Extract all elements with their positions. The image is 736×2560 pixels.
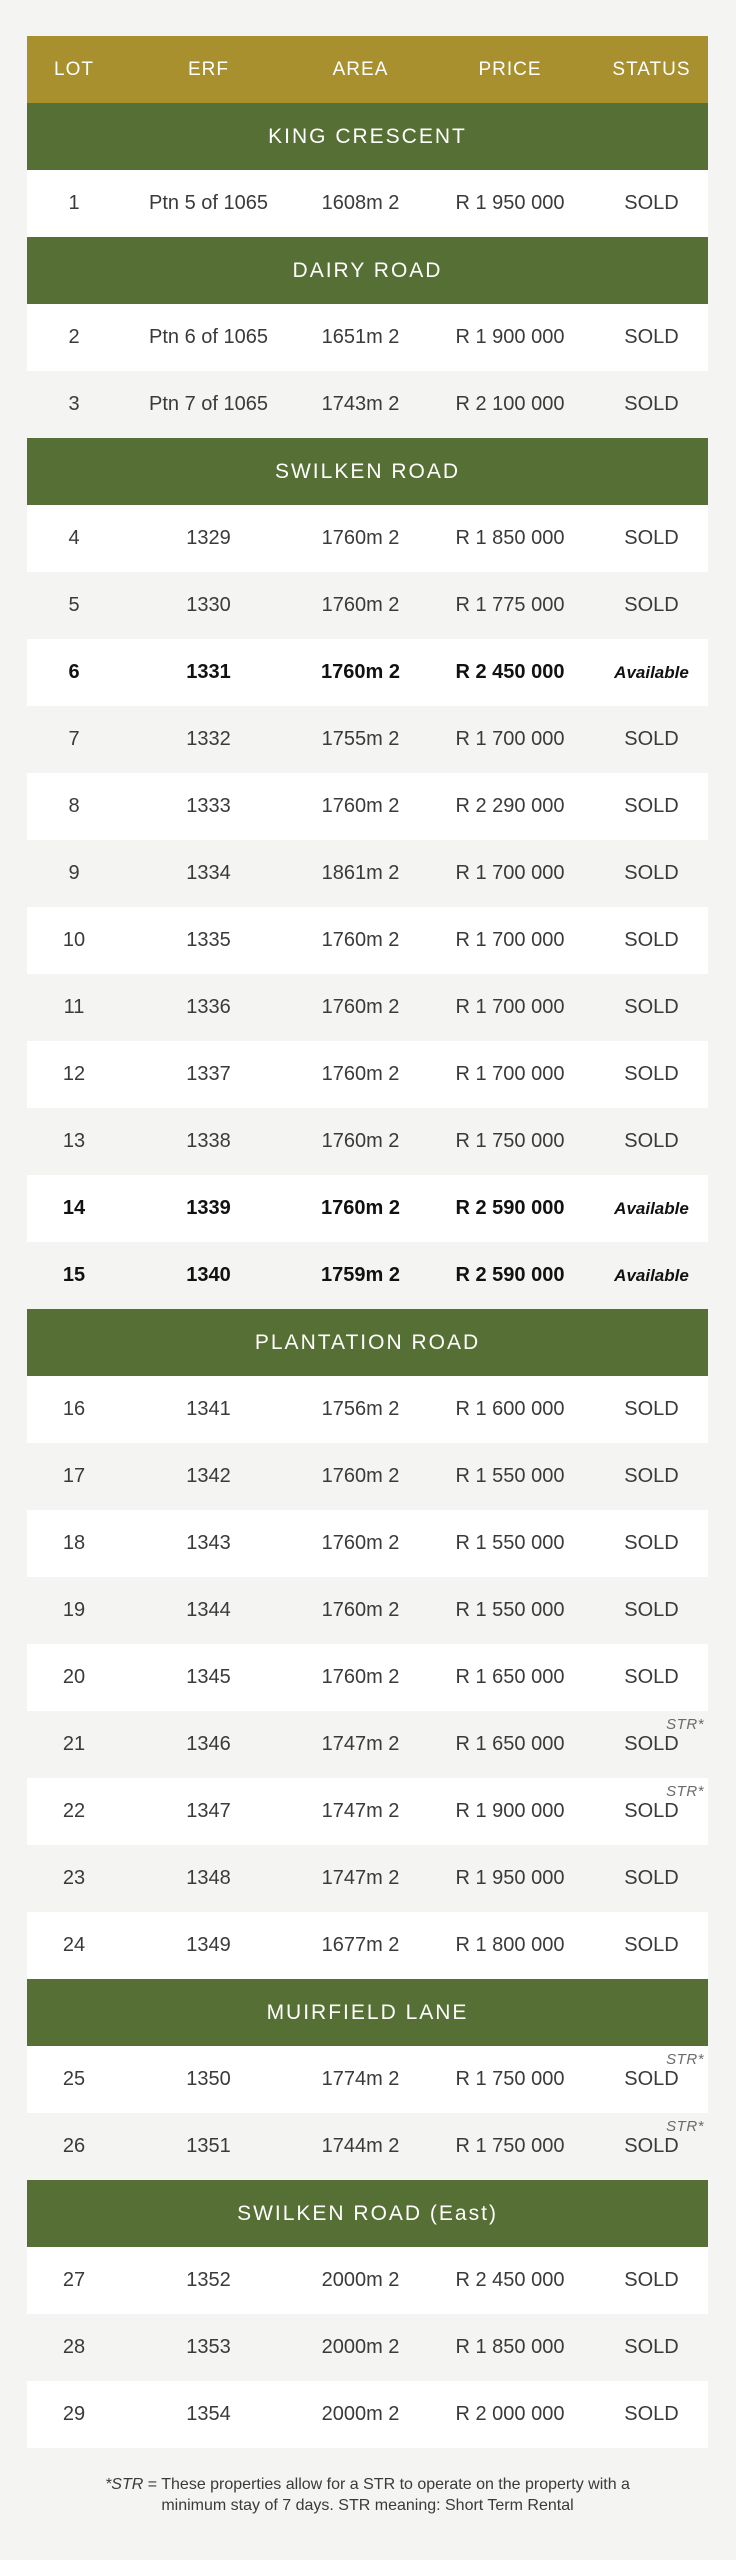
status-cell: SOLD <box>624 2403 679 2425</box>
lot-cell: 23 <box>62 1867 86 1889</box>
lot-cell: 17 <box>62 1465 86 1487</box>
status-cell: SOLD <box>624 1599 679 1621</box>
str-note: STR* <box>666 1716 704 1733</box>
footnote-str-term: *STR <box>105 2476 144 2493</box>
table-row <box>27 2046 708 2113</box>
status-cell: SOLD <box>624 2336 679 2358</box>
erf-cell: 1338 <box>186 1130 231 1152</box>
table-row <box>27 974 708 1041</box>
price-cell: R 1 900 000 <box>455 1800 565 1822</box>
area-cell: 1861m 2 <box>321 862 400 884</box>
price-cell: R 1 850 000 <box>455 527 565 549</box>
area-cell: 1760m 2 <box>321 1599 400 1621</box>
price-cell: R 1 750 000 <box>455 1130 565 1152</box>
price-cell: R 1 700 000 <box>455 929 565 951</box>
status-cell: SOLD <box>624 2068 679 2090</box>
status-cell: SOLD <box>624 527 679 549</box>
table-row <box>27 1644 708 1711</box>
area-cell: 2000m 2 <box>321 2269 400 2291</box>
status-cell: SOLD <box>624 996 679 1018</box>
price-cell: R 1 800 000 <box>455 1934 565 1956</box>
area-cell: 1760m 2 <box>321 795 400 817</box>
status-cell: SOLD <box>624 594 679 616</box>
table-row <box>27 505 708 572</box>
price-cell: R 1 750 000 <box>455 2068 565 2090</box>
status-cell: SOLD <box>624 795 679 817</box>
lot-cell: 25 <box>62 2068 86 2090</box>
price-cell: R 2 450 000 <box>455 2269 565 2291</box>
area-cell: 1760m 2 <box>321 661 400 683</box>
lot-cell: 22 <box>62 1800 86 1822</box>
lot-cell: 5 <box>68 594 80 616</box>
area-cell: 1760m 2 <box>321 996 400 1018</box>
erf-cell: 1354 <box>186 2403 231 2425</box>
table-row <box>27 1108 708 1175</box>
area-cell: 1744m 2 <box>321 2135 400 2157</box>
table-row <box>27 1845 708 1912</box>
status-cell: SOLD <box>624 1867 679 1889</box>
table-row <box>27 1041 708 1108</box>
lot-cell: 3 <box>68 393 80 415</box>
table-row <box>27 304 708 371</box>
lot-cell: 9 <box>68 862 80 884</box>
table-row <box>27 840 708 907</box>
price-cell: R 1 700 000 <box>455 996 565 1018</box>
erf-cell: 1348 <box>186 1867 231 1889</box>
erf-cell: 1344 <box>186 1599 231 1621</box>
status-cell: SOLD <box>624 1130 679 1152</box>
table-row <box>27 639 708 706</box>
area-cell: 1747m 2 <box>321 1867 400 1889</box>
area-cell: 1760m 2 <box>321 1197 400 1219</box>
erf-cell: 1341 <box>186 1398 231 1420</box>
table-row <box>27 1443 708 1510</box>
lot-cell: 21 <box>62 1733 86 1755</box>
table-row <box>27 1376 708 1443</box>
table-row <box>27 706 708 773</box>
lot-cell: 24 <box>62 1934 86 1956</box>
lot-cell: 18 <box>62 1532 86 1554</box>
erf-cell: Ptn 6 of 1065 <box>149 326 268 348</box>
price-cell: R 1 950 000 <box>455 192 565 214</box>
area-cell: 1760m 2 <box>321 1130 400 1152</box>
table-row <box>27 170 708 237</box>
price-cell: R 1 700 000 <box>455 1063 565 1085</box>
erf-cell: 1350 <box>186 2068 231 2090</box>
header-area: AREA <box>332 58 389 80</box>
status-cell: SOLD <box>624 326 679 348</box>
lot-cell: 13 <box>62 1130 86 1152</box>
price-cell: R 2 590 000 <box>455 1197 565 1219</box>
section-header: SWILKEN ROAD (East) <box>27 2180 708 2247</box>
status-cell: SOLD <box>624 1666 679 1688</box>
lot-cell: 6 <box>68 661 80 683</box>
lot-cell: 15 <box>62 1264 86 1286</box>
lot-cell: 28 <box>62 2336 86 2358</box>
area-cell: 1677m 2 <box>321 1934 400 1956</box>
str-footnote <box>27 2474 708 2516</box>
status-cell: Available <box>614 1265 689 1285</box>
area-cell: 1760m 2 <box>321 1465 400 1487</box>
table-row <box>27 1711 708 1778</box>
status-cell: SOLD <box>624 2135 679 2157</box>
area-cell: 1760m 2 <box>321 594 400 616</box>
status-cell: SOLD <box>624 1532 679 1554</box>
lot-cell: 12 <box>62 1063 86 1085</box>
status-cell: SOLD <box>624 1800 679 1822</box>
price-cell: R 2 590 000 <box>455 1264 565 1286</box>
table-body <box>27 103 708 2448</box>
area-cell: 1608m 2 <box>321 192 400 214</box>
lot-cell: 10 <box>62 929 86 951</box>
table-row <box>27 1242 708 1309</box>
price-cell: R 1 550 000 <box>455 1599 565 1621</box>
price-cell: R 1 600 000 <box>455 1398 565 1420</box>
area-cell: 1747m 2 <box>321 1733 400 1755</box>
status-cell: SOLD <box>624 728 679 750</box>
area-cell: 2000m 2 <box>321 2336 400 2358</box>
price-cell: R 2 450 000 <box>455 661 565 683</box>
status-cell: SOLD <box>624 862 679 884</box>
area-cell: 2000m 2 <box>321 2403 400 2425</box>
table-row <box>27 2314 708 2381</box>
lot-cell: 29 <box>62 2403 86 2425</box>
erf-cell: 1349 <box>186 1934 231 1956</box>
header-erf: ERF <box>188 58 229 80</box>
erf-cell: 1335 <box>186 929 231 951</box>
area-cell: 1756m 2 <box>321 1398 400 1420</box>
status-cell: SOLD <box>624 1934 679 1956</box>
erf-cell: 1337 <box>186 1063 231 1085</box>
area-cell: 1743m 2 <box>321 393 400 415</box>
area-cell: 1760m 2 <box>321 527 400 549</box>
erf-cell: 1353 <box>186 2336 231 2358</box>
area-cell: 1755m 2 <box>321 728 400 750</box>
header-status: STATUS <box>612 58 691 80</box>
lot-cell: 1 <box>68 192 80 214</box>
footnote-line-2: minimum stay of 7 days. STR meaning: Short Term Rental <box>161 2497 574 2514</box>
price-cell: R 2 000 000 <box>455 2403 565 2425</box>
price-cell: R 1 650 000 <box>455 1666 565 1688</box>
table-row <box>27 2381 708 2448</box>
area-cell: 1759m 2 <box>321 1264 400 1286</box>
erf-cell: 1352 <box>186 2269 231 2291</box>
lot-price-table <box>27 36 708 2448</box>
area-cell: 1760m 2 <box>321 1532 400 1554</box>
lot-cell: 7 <box>68 728 80 750</box>
lot-cell: 14 <box>62 1197 86 1219</box>
lot-cell: 4 <box>68 527 80 549</box>
section-header: DAIRY ROAD <box>27 237 708 304</box>
table-row <box>27 371 708 438</box>
table-row <box>27 572 708 639</box>
area-cell: 1747m 2 <box>321 1800 400 1822</box>
status-cell: SOLD <box>624 393 679 415</box>
erf-cell: 1331 <box>186 661 231 683</box>
status-cell: Available <box>614 662 689 682</box>
price-cell: R 1 700 000 <box>455 728 565 750</box>
erf-cell: 1346 <box>186 1733 231 1755</box>
table-row <box>27 2113 708 2180</box>
str-note: STR* <box>666 2051 704 2068</box>
price-cell: R 1 550 000 <box>455 1465 565 1487</box>
price-cell: R 1 850 000 <box>455 2336 565 2358</box>
price-cell: R 1 750 000 <box>455 2135 565 2157</box>
str-note: STR* <box>666 1783 704 1800</box>
lot-cell: 27 <box>62 2269 86 2291</box>
price-cell: R 1 650 000 <box>455 1733 565 1755</box>
table-header <box>27 36 708 103</box>
section-header: MUIRFIELD LANE <box>27 1979 708 2046</box>
status-cell: SOLD <box>624 1733 679 1755</box>
price-cell: R 1 700 000 <box>455 862 565 884</box>
erf-cell: 1342 <box>186 1465 231 1487</box>
lot-cell: 26 <box>62 2135 86 2157</box>
price-cell: R 1 550 000 <box>455 1532 565 1554</box>
area-cell: 1651m 2 <box>321 326 400 348</box>
table-row <box>27 1175 708 1242</box>
lot-cell: 2 <box>68 326 80 348</box>
erf-cell: 1340 <box>186 1264 231 1286</box>
erf-cell: 1330 <box>186 594 231 616</box>
table-row <box>27 1912 708 1979</box>
status-cell: SOLD <box>624 929 679 951</box>
erf-cell: 1343 <box>186 1532 231 1554</box>
footnote-line-1 <box>27 2474 708 2495</box>
erf-cell: 1347 <box>186 1800 231 1822</box>
area-cell: 1774m 2 <box>321 2068 400 2090</box>
area-cell: 1760m 2 <box>321 1666 400 1688</box>
erf-cell: 1332 <box>186 728 231 750</box>
header-lot: LOT <box>54 58 94 80</box>
erf-cell: Ptn 5 of 1065 <box>149 192 268 214</box>
section-header: PLANTATION ROAD <box>27 1309 708 1376</box>
status-cell: Available <box>614 1198 689 1218</box>
lot-cell: 20 <box>62 1666 86 1688</box>
price-cell: R 1 900 000 <box>455 326 565 348</box>
status-cell: SOLD <box>624 192 679 214</box>
price-cell: R 2 290 000 <box>455 795 565 817</box>
price-cell: R 1 775 000 <box>455 594 565 616</box>
lot-cell: 16 <box>62 1398 86 1420</box>
lot-cell: 19 <box>62 1599 86 1621</box>
erf-cell: 1336 <box>186 996 231 1018</box>
header-price: PRICE <box>478 58 542 80</box>
erf-cell: 1329 <box>186 527 231 549</box>
table-row <box>27 1778 708 1845</box>
table-row <box>27 1510 708 1577</box>
table-row <box>27 2247 708 2314</box>
status-cell: SOLD <box>624 1398 679 1420</box>
str-note: STR* <box>666 2118 704 2135</box>
erf-cell: 1339 <box>186 1197 231 1219</box>
status-cell: SOLD <box>624 2269 679 2291</box>
price-cell: R 1 950 000 <box>455 1867 565 1889</box>
section-header: KING CRESCENT <box>27 103 708 170</box>
section-header: SWILKEN ROAD <box>27 438 708 505</box>
lot-cell: 11 <box>63 996 85 1018</box>
erf-cell: Ptn 7 of 1065 <box>149 393 268 415</box>
price-cell: R 2 100 000 <box>455 393 565 415</box>
table-row <box>27 1577 708 1644</box>
lot-cell: 8 <box>68 795 80 817</box>
status-cell: SOLD <box>624 1063 679 1085</box>
area-cell: 1760m 2 <box>321 929 400 951</box>
erf-cell: 1334 <box>186 862 231 884</box>
erf-cell: 1345 <box>186 1666 231 1688</box>
footnote-line-1-text: = These properties allow for a STR to operate on the property with a <box>143 2476 630 2493</box>
table-row <box>27 907 708 974</box>
status-cell: SOLD <box>624 1465 679 1487</box>
erf-cell: 1351 <box>186 2135 231 2157</box>
erf-cell: 1333 <box>186 795 231 817</box>
table-row <box>27 773 708 840</box>
area-cell: 1760m 2 <box>321 1063 400 1085</box>
